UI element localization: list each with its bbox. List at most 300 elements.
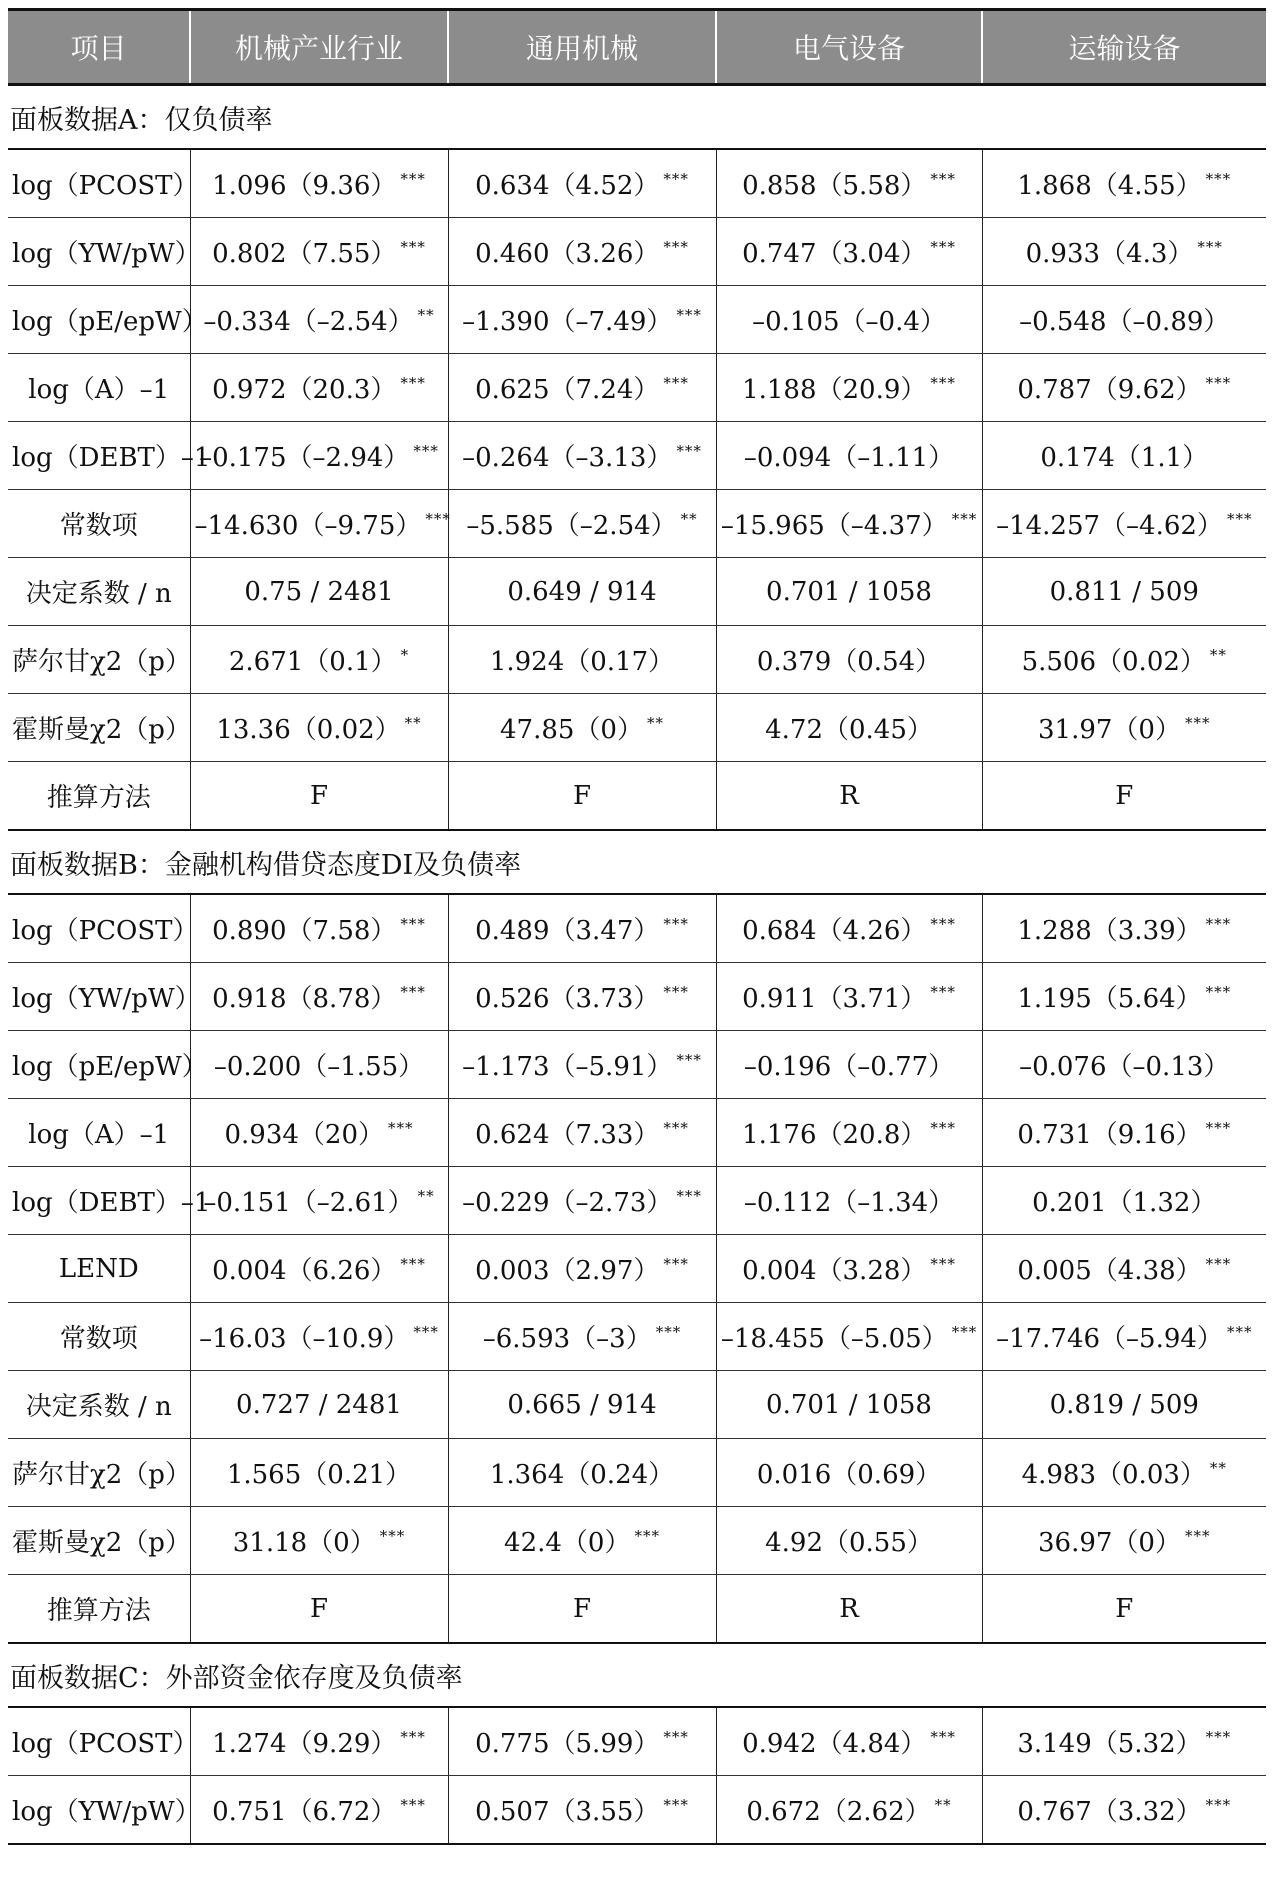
table-cell	[982, 354, 1266, 422]
table-row	[8, 149, 1266, 218]
cell-value: –6.593（–3）	[482, 1324, 652, 1354]
table-cell	[716, 1167, 982, 1235]
cell-value: 0.858（5.58）	[742, 171, 927, 201]
table-cell	[448, 1371, 716, 1439]
cell-value: 0.004（6.26）	[212, 1256, 397, 1286]
table-cell	[448, 1507, 716, 1575]
table-cell	[448, 894, 716, 963]
table-cell	[190, 963, 448, 1031]
table-row	[8, 1235, 1266, 1303]
cell-value: –18.455（–5.05）	[720, 1324, 948, 1354]
table-cell	[448, 963, 716, 1031]
table-row	[8, 1371, 1266, 1439]
table-row	[8, 1031, 1266, 1099]
cell-value: –0.076（–0.13）	[1019, 1052, 1230, 1082]
table-cell	[190, 558, 448, 626]
cell-value: 1.565（0.21）	[226, 1460, 412, 1490]
table-cell	[982, 1167, 1266, 1235]
significance-mark: ***	[400, 983, 426, 1002]
significance-mark: ***	[1205, 1796, 1232, 1815]
cell-value: 0.819 / 509	[1049, 1389, 1199, 1420]
table-cell	[190, 1439, 448, 1507]
significance-mark: ***	[663, 1119, 689, 1138]
significance-mark: **	[934, 1796, 952, 1815]
cell-value: 0.787（9.62）	[1017, 375, 1202, 405]
table-cell	[448, 762, 716, 831]
cell-value: –5.585（–2.54）	[466, 511, 677, 541]
cell-value: –1.390（–7.49）	[462, 307, 673, 337]
row-label: log（PCOST）	[8, 149, 190, 218]
table-cell	[982, 894, 1266, 963]
cell-value: 0.731（9.16）	[1017, 1120, 1202, 1150]
table-cell	[716, 1776, 982, 1845]
cell-value: –0.175（–2.94）	[199, 443, 410, 473]
cell-value: –0.334（–2.54）	[203, 307, 414, 337]
table-cell	[190, 1707, 448, 1776]
table-cell	[448, 1235, 716, 1303]
cell-value: F	[572, 1593, 592, 1624]
table-row	[8, 1707, 1266, 1776]
cell-value: 0.665 / 914	[507, 1389, 657, 1420]
table-cell	[716, 1575, 982, 1644]
significance-mark: ***	[400, 1255, 426, 1274]
row-label: log（pE/epW）	[8, 1031, 190, 1099]
table-cell	[190, 1167, 448, 1235]
cell-value: –0.094（–1.11）	[743, 443, 955, 473]
significance-mark: ***	[1205, 915, 1232, 934]
table-row	[8, 1575, 1266, 1644]
cell-value: 1.288（3.39）	[1017, 916, 1202, 946]
cell-value: 4.72（0.45）	[765, 715, 933, 745]
significance-mark: ***	[634, 1527, 660, 1546]
cell-value: –0.264（–3.13）	[462, 443, 673, 473]
table-cell	[448, 1439, 716, 1507]
panel-title: 面板数据C：外部资金依存度及负债率	[8, 1643, 1266, 1707]
cell-value: 0.649 / 914	[507, 576, 657, 607]
cell-value: 0.005（4.38）	[1017, 1256, 1202, 1286]
table-row	[8, 1167, 1266, 1235]
table-cell	[982, 1776, 1266, 1845]
cell-value: –14.257（–4.62）	[996, 511, 1223, 541]
table-cell	[448, 354, 716, 422]
significance-mark: ***	[676, 1187, 702, 1206]
significance-mark: ***	[413, 1323, 439, 1342]
header-general-machinery: 通用机械	[448, 10, 716, 85]
cell-value: –17.746（–5.94）	[996, 1324, 1223, 1354]
cell-value: 4.983（0.03）	[1021, 1460, 1206, 1490]
header-electrical-equipment: 电气设备	[716, 10, 982, 85]
cell-value: 31.18（0）	[232, 1528, 376, 1558]
table-row	[8, 286, 1266, 354]
significance-mark: ***	[663, 238, 689, 257]
cell-value: 0.684（4.26）	[742, 916, 927, 946]
row-label: log（YW/pW）	[8, 1776, 190, 1845]
table-row	[8, 762, 1266, 831]
significance-mark: ***	[655, 1323, 682, 1342]
row-label: log（PCOST）	[8, 894, 190, 963]
cell-value: –0.151（–2.61）	[203, 1188, 414, 1218]
table-cell	[448, 1303, 716, 1371]
row-label: 决定系数 / n	[8, 558, 190, 626]
table-cell	[716, 286, 982, 354]
table-cell	[982, 1507, 1266, 1575]
significance-mark: ***	[930, 1119, 956, 1138]
significance-mark: ***	[663, 374, 689, 393]
table-cell	[982, 1235, 1266, 1303]
cell-value: 1.274（9.29）	[212, 1729, 397, 1759]
table-cell	[190, 1303, 448, 1371]
cell-value: 0.174（1.1）	[1040, 443, 1209, 473]
table-cell	[982, 149, 1266, 218]
significance-mark: **	[1209, 646, 1227, 665]
row-label: 决定系数 / n	[8, 1371, 190, 1439]
table-row	[8, 1303, 1266, 1371]
table-cell	[716, 694, 982, 762]
cell-value: 0.934（20）	[224, 1120, 385, 1150]
cell-value: 5.506（0.02）	[1021, 647, 1206, 677]
significance-mark: ***	[930, 374, 956, 393]
row-label: 常数项	[8, 490, 190, 558]
table-cell	[716, 354, 982, 422]
cell-value: –0.112（–1.34）	[743, 1188, 955, 1218]
table-cell	[190, 490, 451, 558]
significance-mark: ***	[1184, 1527, 1211, 1546]
table-cell	[716, 149, 982, 218]
cell-value: 0.701 / 1058	[766, 1389, 932, 1420]
significance-mark: ***	[1205, 1255, 1232, 1274]
table-cell	[982, 1707, 1266, 1776]
regression-table-page	[8, 8, 1266, 1845]
cell-value: 0.767（3.32）	[1017, 1797, 1202, 1827]
table-cell	[982, 422, 1266, 490]
cell-value: –15.965（–4.37）	[720, 511, 948, 541]
cell-value: 0.751（6.72）	[212, 1797, 397, 1827]
cell-value: 42.4（0）	[504, 1528, 631, 1558]
table-cell	[982, 1031, 1266, 1099]
cell-value: F	[1115, 780, 1134, 811]
significance-mark: ***	[663, 170, 689, 189]
cell-value: 0.747（3.04）	[742, 239, 927, 269]
cell-value: –0.229（–2.73）	[462, 1188, 673, 1218]
cell-value: 1.924（0.17）	[489, 647, 675, 677]
significance-mark: ***	[930, 1255, 956, 1274]
table-cell	[716, 1031, 982, 1099]
cell-value: –0.548（–0.89）	[1019, 307, 1230, 337]
cell-value: 1.868（4.55）	[1017, 171, 1202, 201]
cell-value: 0.811 / 509	[1049, 576, 1199, 607]
table-row	[8, 1099, 1266, 1167]
cell-value: 0.460（3.26）	[475, 239, 660, 269]
table-cell	[982, 218, 1266, 286]
significance-mark: *	[400, 646, 410, 665]
cell-value: 0.890（7.58）	[212, 916, 397, 946]
cell-value: 31.97（0）	[1038, 715, 1181, 745]
cell-value: 0.201（1.32）	[1032, 1188, 1217, 1218]
row-label: 常数项	[8, 1303, 190, 1371]
table-cell	[982, 1371, 1266, 1439]
table-cell	[982, 1575, 1266, 1644]
significance-mark: ***	[930, 238, 956, 257]
row-label: 推算方法	[8, 762, 190, 831]
table-cell	[982, 490, 1266, 558]
cell-value: 0.802（7.55）	[212, 239, 397, 269]
cell-value: 36.97（0）	[1038, 1528, 1181, 1558]
cell-value: F	[1115, 1593, 1134, 1624]
significance-mark: ***	[1205, 170, 1232, 189]
panel-title: 面板数据A：仅负债率	[8, 85, 1266, 150]
significance-mark: ***	[400, 170, 426, 189]
table-cell	[190, 1575, 448, 1644]
table-cell	[448, 1031, 716, 1099]
table-cell	[448, 1776, 716, 1845]
significance-mark: ***	[400, 374, 426, 393]
table-cell	[716, 1507, 982, 1575]
significance-mark: **	[1209, 1459, 1227, 1478]
table-cell	[982, 963, 1266, 1031]
cell-value: 0.003（2.97）	[475, 1256, 660, 1286]
table-body	[8, 85, 1266, 1845]
table-cell	[190, 149, 448, 218]
cell-value: 0.933（4.3）	[1025, 239, 1194, 269]
significance-mark: ***	[951, 510, 978, 529]
row-label: log（YW/pW）	[8, 963, 190, 1031]
cell-value: F	[309, 1593, 329, 1624]
significance-mark: ***	[663, 983, 689, 1002]
table-cell	[982, 558, 1266, 626]
row-label: 萨尔甘χ2（p）	[8, 626, 190, 694]
table-cell	[982, 1439, 1266, 1507]
table-cell	[448, 218, 716, 286]
table-cell	[716, 490, 982, 558]
header-row	[8, 10, 1266, 85]
table-cell	[448, 1707, 716, 1776]
cell-value: 0.75 / 2481	[244, 576, 394, 607]
table-cell	[190, 694, 448, 762]
significance-mark: ***	[1205, 374, 1232, 393]
row-label: log（pE/epW）	[8, 286, 190, 354]
cell-value: 0.625（7.24）	[475, 375, 660, 405]
table-cell	[190, 1099, 448, 1167]
significance-mark: ***	[400, 1796, 426, 1815]
significance-mark: ***	[663, 1255, 689, 1274]
cell-value: –0.105（–0.4）	[752, 307, 946, 337]
cell-value: 1.364（0.24）	[489, 1460, 675, 1490]
significance-mark: ***	[1226, 510, 1253, 529]
significance-mark: **	[646, 714, 664, 733]
significance-mark: ***	[1184, 714, 1211, 733]
table-cell	[448, 149, 716, 218]
significance-mark: **	[680, 510, 698, 529]
cell-value: 0.507（3.55）	[475, 1797, 660, 1827]
significance-mark: ***	[663, 1796, 689, 1815]
table-cell	[716, 762, 982, 831]
cell-value: 0.004（3.28）	[742, 1256, 927, 1286]
significance-mark: **	[417, 1187, 435, 1206]
table-cell	[190, 1235, 448, 1303]
significance-mark: ***	[388, 1119, 414, 1138]
table-cell	[716, 1099, 982, 1167]
table-row	[8, 1776, 1266, 1845]
table-cell	[716, 626, 982, 694]
table-cell	[448, 558, 716, 626]
row-label: log（A）–1	[8, 354, 190, 422]
table-row	[8, 1507, 1266, 1575]
table-cell	[448, 490, 716, 558]
panel-title-row	[8, 1643, 1266, 1707]
cell-value: –0.200（–1.55）	[213, 1052, 425, 1082]
table-cell	[716, 1303, 982, 1371]
table-cell	[716, 218, 982, 286]
cell-value: 0.701 / 1058	[766, 576, 932, 607]
table-row	[8, 422, 1266, 490]
row-label: log（PCOST）	[8, 1707, 190, 1776]
table-cell	[716, 422, 982, 490]
table-row	[8, 558, 1266, 626]
table-cell	[448, 626, 716, 694]
table-cell	[448, 1099, 716, 1167]
table-cell	[716, 1235, 982, 1303]
table-cell	[190, 218, 448, 286]
cell-value: 0.634（4.52）	[475, 171, 660, 201]
cell-value: –1.173（–5.91）	[462, 1052, 673, 1082]
table-cell	[448, 422, 716, 490]
cell-value: 0.911（3.71）	[742, 984, 927, 1014]
cell-value: 0.526（3.73）	[475, 984, 660, 1014]
significance-mark: ***	[930, 983, 956, 1002]
cell-value: 0.918（8.78）	[212, 984, 397, 1014]
significance-mark: ***	[413, 442, 439, 461]
table-cell	[982, 1303, 1266, 1371]
table-row	[8, 694, 1266, 762]
significance-mark: ***	[663, 915, 689, 934]
table-cell	[190, 626, 448, 694]
cell-value: R	[839, 1593, 859, 1624]
significance-mark: ***	[400, 915, 426, 934]
cell-value: 13.36（0.02）	[216, 715, 401, 745]
significance-mark: ***	[676, 442, 702, 461]
significance-mark: ***	[379, 1527, 406, 1546]
table-cell	[716, 1707, 982, 1776]
table-row	[8, 354, 1266, 422]
row-label: log（DEBT）–1	[8, 1167, 190, 1235]
table-cell	[716, 963, 982, 1031]
table-cell	[716, 1439, 982, 1507]
table-cell	[448, 1575, 716, 1644]
significance-mark: ***	[425, 510, 451, 529]
row-label: 霍斯曼χ2（p）	[8, 694, 190, 762]
row-label: 推算方法	[8, 1575, 190, 1644]
panel-title-row	[8, 830, 1266, 894]
table-cell	[716, 1371, 982, 1439]
table-row	[8, 1439, 1266, 1507]
cell-value: 0.775（5.99）	[475, 1729, 660, 1759]
table-cell	[982, 694, 1266, 762]
table-row	[8, 490, 1266, 558]
significance-mark: ***	[676, 1051, 702, 1070]
row-label: 霍斯曼χ2（p）	[8, 1507, 190, 1575]
significance-mark: ***	[930, 915, 956, 934]
cell-value: 1.176（20.8）	[742, 1120, 927, 1150]
table-row	[8, 218, 1266, 286]
cell-value: 0.972（20.3）	[212, 375, 397, 405]
table-cell	[190, 354, 448, 422]
table-cell	[716, 894, 982, 963]
cell-value: F	[572, 780, 592, 811]
cell-value: 0.016（0.69）	[756, 1460, 942, 1490]
table-row	[8, 894, 1266, 963]
cell-value: 0.489（3.47）	[475, 916, 660, 946]
cell-value: 1.096（9.36）	[212, 171, 397, 201]
cell-value: 0.672（2.62）	[746, 1797, 931, 1827]
cell-value: –14.630（–9.75）	[194, 511, 422, 541]
row-label: 萨尔甘χ2（p）	[8, 1439, 190, 1507]
table-cell	[448, 286, 716, 354]
table-cell	[190, 1371, 448, 1439]
table-cell	[190, 762, 448, 831]
cell-value: 0.624（7.33）	[475, 1120, 660, 1150]
cell-value: 4.92（0.55）	[765, 1528, 933, 1558]
table-row	[8, 626, 1266, 694]
cell-value: 0.727 / 2481	[236, 1389, 402, 1420]
significance-mark: ***	[400, 238, 426, 257]
panel-title-row	[8, 85, 1266, 150]
significance-mark: ***	[663, 1728, 689, 1747]
table-cell	[190, 422, 448, 490]
regression-table	[8, 8, 1266, 1845]
cell-value: R	[839, 780, 859, 811]
table-cell	[190, 1507, 448, 1575]
significance-mark: **	[404, 714, 422, 733]
cell-value: 3.149（5.32）	[1017, 1729, 1202, 1759]
row-label: LEND	[8, 1235, 190, 1303]
significance-mark: ***	[951, 1323, 978, 1342]
cell-value: 1.195（5.64）	[1017, 984, 1202, 1014]
significance-mark: ***	[930, 170, 956, 189]
header-item: 项目	[8, 10, 190, 85]
table-cell	[982, 762, 1266, 831]
cell-value: 0.942（4.84）	[742, 1729, 927, 1759]
significance-mark: ***	[400, 1728, 426, 1747]
table-cell	[190, 1031, 448, 1099]
table-cell	[190, 1776, 448, 1845]
header-transport-equipment: 运输设备	[982, 10, 1266, 85]
cell-value: 1.188（20.9）	[742, 375, 927, 405]
table-row	[8, 963, 1266, 1031]
table-cell	[448, 694, 716, 762]
significance-mark: ***	[676, 306, 702, 325]
cell-value: –16.03（–10.9）	[199, 1324, 410, 1354]
cell-value: 47.85（0）	[500, 715, 643, 745]
table-cell	[982, 286, 1266, 354]
header-machinery-industry: 机械产业行业	[190, 10, 448, 85]
table-cell	[190, 286, 448, 354]
row-label: log（DEBT）–1	[8, 422, 190, 490]
row-label: log（A）–1	[8, 1099, 190, 1167]
cell-value: –0.196（–0.77）	[743, 1052, 955, 1082]
significance-mark: ***	[1226, 1323, 1253, 1342]
table-cell	[982, 626, 1266, 694]
significance-mark: ***	[1205, 1119, 1232, 1138]
table-cell	[716, 558, 982, 626]
row-label: log（YW/pW）	[8, 218, 190, 286]
significance-mark: ***	[1197, 238, 1223, 257]
table-cell	[448, 1167, 716, 1235]
significance-mark: ***	[1205, 1728, 1232, 1747]
significance-mark: ***	[930, 1728, 956, 1747]
significance-mark: **	[417, 306, 435, 325]
table-cell	[190, 894, 448, 963]
table-cell	[982, 1099, 1266, 1167]
